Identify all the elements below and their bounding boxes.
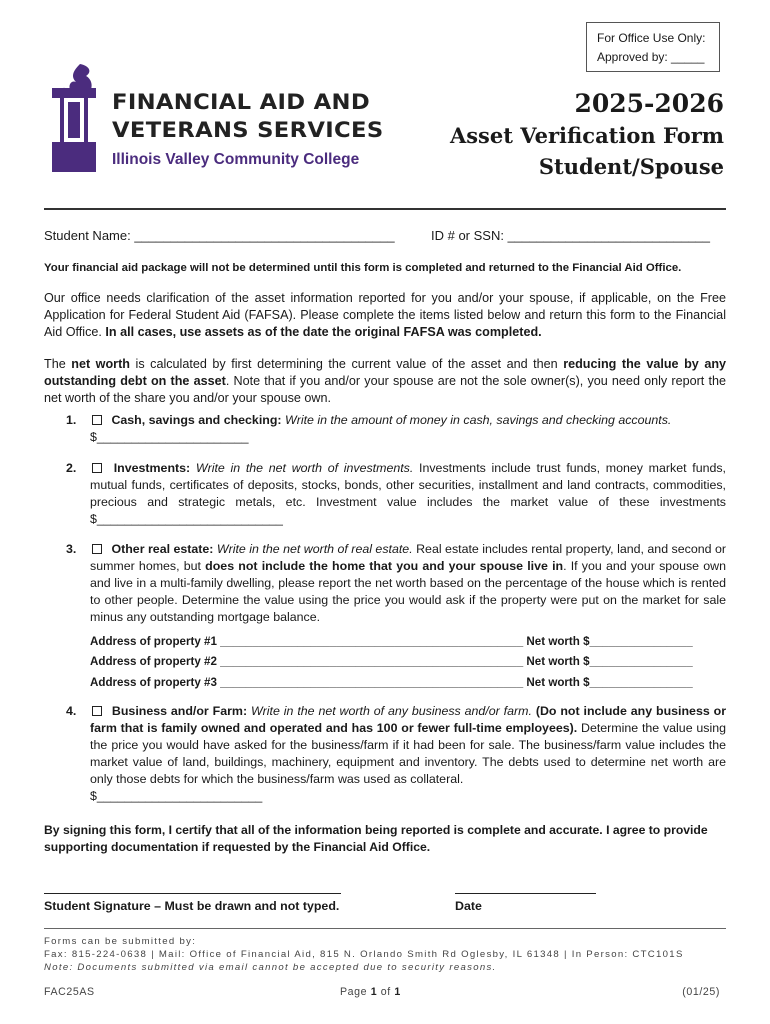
logo-line-2: VETERANS SERVICES bbox=[112, 118, 384, 142]
networth-bold-2: reducing the value by any outstanding debt on the asset bbox=[44, 357, 727, 388]
college-logo bbox=[50, 62, 390, 176]
footer-divider bbox=[44, 928, 726, 929]
networth-bold-1: net worth bbox=[71, 357, 130, 371]
page-of: of bbox=[380, 986, 391, 998]
item-instruction: Write in the net worth of real estate. bbox=[216, 542, 413, 556]
intro-bold: In all cases, use assets as of the date the original FAFSA was completed. bbox=[105, 325, 542, 339]
form-title bbox=[450, 88, 724, 182]
submission-heading: Forms can be submitted by: bbox=[44, 936, 197, 947]
date-line[interactable] bbox=[455, 893, 596, 894]
college-name: Illinois Valley Community College bbox=[112, 151, 360, 168]
torch-logo-icon bbox=[50, 62, 102, 176]
item-heading: Other real estate: bbox=[111, 542, 214, 556]
investments-amount-field[interactable]: $___________________________ bbox=[90, 512, 283, 526]
email-note: Note: Documents submitted via email cannot be accepted due to security reasons. bbox=[44, 962, 497, 973]
office-use-label: For Office Use Only: bbox=[597, 31, 706, 45]
student-signature-line[interactable] bbox=[44, 893, 341, 894]
student-name-field[interactable]: Student Name: ____________________________________ bbox=[44, 228, 395, 243]
warning-notice: Your financial aid package will not be determined until this form is completed and returned to the Financial Aid Office. bbox=[44, 262, 682, 274]
item-bold-note: does not include the home that you and your spouse live in bbox=[205, 559, 564, 573]
cash-checkbox[interactable] bbox=[92, 415, 102, 425]
intro-paragraph bbox=[44, 290, 726, 341]
page-indicator bbox=[340, 986, 401, 998]
office-use-box bbox=[586, 22, 720, 72]
item-heading: Investments: bbox=[113, 461, 191, 475]
page-number: 1 bbox=[370, 986, 378, 998]
page-total: 1 bbox=[394, 986, 401, 998]
revision-date: (01/25) bbox=[682, 986, 720, 998]
student-signature-label: Student Signature – Must be drawn and not typed. bbox=[44, 899, 340, 913]
id-ssn-field[interactable]: ID # or SSN: ____________________________ bbox=[431, 228, 711, 243]
form-code: FAC25AS bbox=[44, 986, 95, 998]
item-description: Real estate includes rental property, land, and second or summer homes, but bbox=[90, 542, 726, 573]
item-instruction: Write in the amount of money in cash, savings and checking accounts. bbox=[285, 413, 672, 427]
asset-item-business-farm bbox=[66, 703, 726, 805]
networth-text-2: is calculated by first determining the current value of the asset and then bbox=[135, 357, 558, 371]
item-number: 2. bbox=[66, 461, 77, 475]
item-instruction: Write in the net worth of any business and/or farm. bbox=[250, 704, 532, 718]
item-heading: Cash, savings and checking: bbox=[111, 413, 282, 427]
form-title-line-2: Student/Spouse bbox=[538, 154, 724, 179]
item-instruction: Write in the net worth of investments. bbox=[195, 461, 414, 475]
approved-by-field[interactable]: Approved by: _____ bbox=[597, 50, 705, 64]
item-heading: Business and/or Farm: bbox=[111, 704, 248, 718]
item-bold-note: (Do not include any business or farm that is family owned and operated and has 100 or fewer full-time employees). bbox=[90, 704, 727, 735]
networth-text-3: . Note that if you and/or your spouse are not the sole owner(s), you need only report the net worth of the share you and/or your spouse own. bbox=[44, 374, 726, 405]
cash-amount-field[interactable]: $______________________ bbox=[90, 430, 249, 444]
logo-line-1: FINANCIAL AID AND bbox=[112, 90, 371, 114]
item-description-2: . If you and your spouse own and live in a multi-family dwelling, please report the net worth based on the percentage of the house which is rented to other people. Determine the value using the price you would ask if the property were put on the market for sale minus any outstanding mortgage balance. bbox=[90, 559, 726, 624]
investments-checkbox[interactable] bbox=[92, 463, 102, 473]
business-farm-amount-field[interactable]: $________________________ bbox=[90, 789, 263, 803]
form-title-line-1: Asset Verification Form bbox=[449, 123, 724, 148]
networth-text-1: The bbox=[44, 357, 66, 371]
property-3-field[interactable]: Address of property #3 _______________________________________________ Net worth $________________ bbox=[90, 676, 693, 689]
item-number: 1. bbox=[66, 413, 77, 427]
property-2-field[interactable]: Address of property #2 _______________________________________________ Net worth $________________ bbox=[90, 655, 693, 668]
date-label: Date bbox=[455, 899, 482, 913]
header-divider bbox=[44, 208, 726, 210]
networth-paragraph bbox=[44, 356, 726, 407]
property-1-field[interactable]: Address of property #1 _______________________________________________ Net worth $________________ bbox=[90, 635, 693, 648]
item-description: Investments include trust funds, money market funds, mutual funds, certificates of deposits, stocks, bonds, other securities, installment and land contracts, commodities, precious and strategic metals, etc. Investment value includes the market value of these investments bbox=[90, 461, 727, 509]
submission-methods: Fax: 815-224-0638 | Mail: Office of Financial Aid, 815 N. Orlando Smith Rd Oglesby, IL 61348 | In Person: CTC101S bbox=[44, 949, 684, 960]
form-year: 2025-2026 bbox=[574, 89, 724, 118]
asset-item-real-estate bbox=[66, 541, 726, 626]
item-number: 4. bbox=[66, 704, 77, 718]
item-description: Determine the value using the price you would have asked for the business/farm if it had been for sale. The business/farm value includes the market value of land, buildings, machinery, equipment and inventory. The debts used to determine net worth are only those debts for which the business/farm was used as collateral. bbox=[90, 721, 726, 786]
certification-statement: By signing this form, I certify that all of the information being reported is complete and accurate. I agree to provide supporting documentation if requested by the Financial Aid Office. bbox=[44, 823, 708, 854]
intro-text: Our office needs clarification of the asset information reported for you and/or your spouse, if applicable, on the Free Application for Federal Student Aid (FAFSA). Please complete the items listed below and return this form to the Financial Aid Office. bbox=[44, 291, 726, 339]
real-estate-checkbox[interactable] bbox=[92, 544, 102, 554]
page-word: Page bbox=[340, 986, 368, 998]
item-number: 3. bbox=[66, 542, 77, 556]
asset-item-investments bbox=[66, 460, 726, 528]
asset-item-cash bbox=[66, 412, 726, 446]
business-farm-checkbox[interactable] bbox=[92, 706, 102, 716]
